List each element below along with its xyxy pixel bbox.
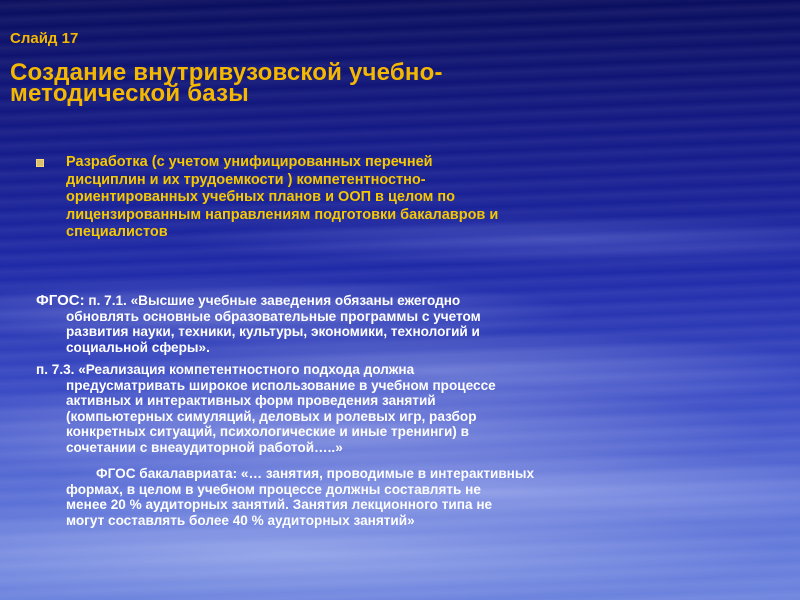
bachelor-paragraph	[66, 466, 686, 528]
square-bullet-icon	[36, 159, 44, 167]
bullet-text	[66, 154, 498, 242]
title-line-1: Создание внутривузовской учебно-	[10, 59, 443, 86]
fgos-line-3: развития науки, техники, культуры, экономики, технологий и	[66, 324, 480, 340]
fgos-line-4: социальной сферы».	[66, 339, 210, 355]
slide-title	[10, 59, 550, 107]
fgos-paragraph	[36, 293, 636, 355]
p73-line-6: сочетании с внеаудиторной работой…..»	[66, 439, 343, 455]
bullet-line-2: дисциплин и их трудоемкости ) компетентностно-	[66, 171, 426, 188]
bullet-line-3: ориентированных учебных планов и ООП в целом по	[66, 189, 456, 205]
bullet-line-4: лицензированным направлениям подготовки бакалавров и	[66, 206, 499, 223]
bullet-line-1: Разработка (с учетом унифицированных перечней	[66, 154, 433, 170]
p73-paragraph	[36, 362, 646, 456]
p73-line-2: предусматривать широкое использование в учебном процессе	[66, 377, 496, 393]
bachelor-line-4: могут составлять более 40 % аудиторных занятий»	[66, 512, 415, 528]
bachelor-first-line: ФГОС бакалавриата: «… занятия, проводимые в интерактивных	[96, 466, 535, 481]
bachelor-line-3: менее 20 % аудиторных занятий. Занятия лекционного типа не	[66, 497, 493, 513]
bullet-item	[36, 154, 686, 242]
fgos-first-text: п. 7.1. «Высшие учебные заведения обязаны ежегодно	[84, 293, 461, 308]
fgos-line-2: обновлять основные образовательные программы с учетом	[66, 308, 481, 324]
p73-line-4: (компьютерных симуляций, деловых и ролевых игр, разбор	[66, 408, 477, 424]
fgos-label: ФГОС:	[36, 292, 85, 309]
title-line-2: методической базы	[10, 80, 249, 107]
fgos-first-line	[36, 293, 636, 309]
p73-first-line: п. 7.3. «Реализация компетентностного подхода должна	[36, 362, 415, 377]
bullet-line-5: специалистов	[66, 224, 168, 240]
slide-number: Слайд 17	[10, 30, 79, 47]
p73-line-5: конкретных ситуаций, психологические и иные тренинги) в	[66, 424, 469, 440]
p73-line-3: активных и интерактивных форм проведения занятий	[66, 393, 436, 409]
bachelor-line-2: формах, в целом в учебном процессе должны составлять не	[66, 481, 481, 497]
